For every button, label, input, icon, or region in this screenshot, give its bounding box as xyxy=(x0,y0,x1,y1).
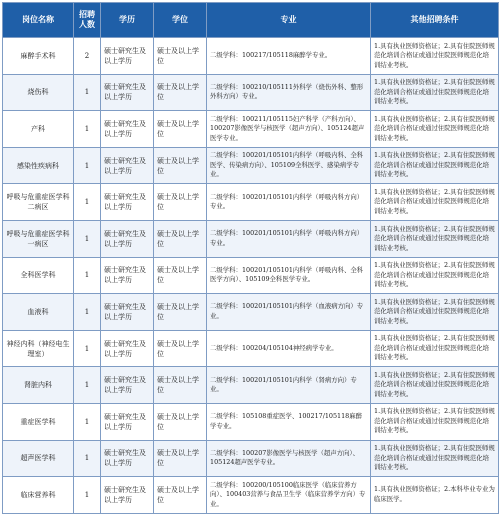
degree-cell: 硕士及以上学位 xyxy=(154,38,207,75)
major-cell: 二级学科：100201/105101内科学（呼吸内科、全科医学、传染病方向）、105109全科医学、感染病学专业。 xyxy=(207,147,371,184)
table-row xyxy=(3,257,499,294)
header-degree: 学位 xyxy=(154,3,207,38)
major-cell: 二级学科：100201/105101内科学（呼吸内科、全科医学方向）、105109全科医学专业。 xyxy=(207,257,371,294)
major-cell: 二级学科：100210/105111外科学（烧伤外科、整形外科方向）专业。 xyxy=(207,74,371,111)
education-cell: 硕士研究生及以上学历 xyxy=(101,38,154,75)
degree-cell: 硕士及以上学位 xyxy=(154,477,207,514)
table-row xyxy=(3,477,499,514)
major-cell: 二级学科：100200/105100临床医学（临床营养方向）、100403营养与食品卫生学（临床营养学方向）专业。 xyxy=(207,477,371,514)
education-cell: 硕士研究生及以上学历 xyxy=(101,330,154,367)
header-count: 招聘人数 xyxy=(74,3,101,38)
major-cell: 二级学科：100201/105101内科学（呼吸内科方向）专业。 xyxy=(207,220,371,257)
other-cell: 1.具有执业医师资格证；2.具有住院医师规范化培训合格证或通过住院医师规范化培训结业考核。 xyxy=(371,294,499,331)
degree-cell: 硕士及以上学位 xyxy=(154,147,207,184)
position-cell: 呼吸与危重症医学科一病区 xyxy=(3,220,74,257)
position-cell: 肾脏内科 xyxy=(3,367,74,404)
major-cell: 二级学科：100204/105104神经病学专业。 xyxy=(207,330,371,367)
other-cell: 1.具有执业医师资格证；2.具有住院医师规范化培训合格证或通过住院医师规范化培训结业考核。 xyxy=(371,147,499,184)
education-cell: 硕士研究生及以上学历 xyxy=(101,367,154,404)
education-cell: 硕士研究生及以上学历 xyxy=(101,184,154,221)
other-cell: 1.具有执业医师资格证；2.具有住院医师规范化培训合格证或通过住院医师规范化培训结业考核。 xyxy=(371,440,499,477)
position-cell: 神经内科（神经电生理室） xyxy=(3,330,74,367)
header-education: 学历 xyxy=(101,3,154,38)
table-row xyxy=(3,330,499,367)
education-cell: 硕士研究生及以上学历 xyxy=(101,440,154,477)
count-cell: 1 xyxy=(74,477,101,514)
position-cell: 感染性疾病科 xyxy=(3,147,74,184)
count-cell: 1 xyxy=(74,147,101,184)
other-cell: 1.具有执业医师资格证；2.具有住院医师规范化培训合格证或通过住院医师规范化培训结业考核。 xyxy=(371,330,499,367)
other-cell: 1.具有执业医师资格证；2.具有住院医师规范化培训合格证或通过住院医师规范化培训结业考核。 xyxy=(371,257,499,294)
major-cell: 二级学科：100207影像医学与核医学（超声方向）、105124超声医学专业。 xyxy=(207,440,371,477)
table-row xyxy=(3,38,499,75)
degree-cell: 硕士及以上学位 xyxy=(154,367,207,404)
education-cell: 硕士研究生及以上学历 xyxy=(101,477,154,514)
education-cell: 硕士研究生及以上学历 xyxy=(101,147,154,184)
recruitment-table xyxy=(2,2,499,514)
degree-cell: 硕士及以上学位 xyxy=(154,294,207,331)
position-cell: 血液科 xyxy=(3,294,74,331)
other-cell: 1.具有执业医师资格证；2.具有住院医师规范化培训合格证或通过住院医师规范化培训结业考核。 xyxy=(371,111,499,148)
table-row xyxy=(3,220,499,257)
education-cell: 硕士研究生及以上学历 xyxy=(101,403,154,440)
major-cell: 二级学科：100201/105101内科学（呼吸内科方向）专业。 xyxy=(207,184,371,221)
position-cell: 烧伤科 xyxy=(3,74,74,111)
table-row xyxy=(3,74,499,111)
degree-cell: 硕士及以上学位 xyxy=(154,257,207,294)
count-cell: 1 xyxy=(74,184,101,221)
other-cell: 1.具有执业医师资格证；2.具有住院医师规范化培训合格证或通过住院医师规范化培训结业考核。 xyxy=(371,184,499,221)
degree-cell: 硕士及以上学位 xyxy=(154,220,207,257)
count-cell: 1 xyxy=(74,111,101,148)
table-header-row xyxy=(3,3,499,38)
degree-cell: 硕士及以上学位 xyxy=(154,74,207,111)
count-cell: 1 xyxy=(74,294,101,331)
degree-cell: 硕士及以上学位 xyxy=(154,111,207,148)
count-cell: 1 xyxy=(74,367,101,404)
major-cell: 二级学科：105108重症医学、100217/105118麻醉学专业。 xyxy=(207,403,371,440)
table-row xyxy=(3,147,499,184)
position-cell: 临床营养科 xyxy=(3,477,74,514)
major-cell: 二级学科：100211/105115妇产科学（产科方向）、100207影像医学与核医学（超声方向）、105124超声医学专业。 xyxy=(207,111,371,148)
position-cell: 全科医学科 xyxy=(3,257,74,294)
education-cell: 硕士研究生及以上学历 xyxy=(101,220,154,257)
position-cell: 呼吸与危重症医学科二病区 xyxy=(3,184,74,221)
position-cell: 麻醉手术科 xyxy=(3,38,74,75)
count-cell: 1 xyxy=(74,220,101,257)
education-cell: 硕士研究生及以上学历 xyxy=(101,294,154,331)
count-cell: 1 xyxy=(74,257,101,294)
other-cell: 1.具有执业医师资格证；2.具有住院医师规范化培训合格证或通过住院医师规范化培训结业考核。 xyxy=(371,367,499,404)
header-other: 其他招聘条件 xyxy=(371,3,499,38)
degree-cell: 硕士及以上学位 xyxy=(154,440,207,477)
recruitment-table-container xyxy=(2,2,498,523)
other-cell: 1.具有执业医师资格证；2.具有住院医师规范化培训合格证或通过住院医师规范化培训结业考核。 xyxy=(371,38,499,75)
other-cell: 1.具有执业医师资格证；2.具有住院医师规范化培训合格证或通过住院医师规范化培训结业考核。 xyxy=(371,403,499,440)
education-cell: 硕士研究生及以上学历 xyxy=(101,257,154,294)
major-cell: 二级学科：100201/105101内科学（肾病方向）专业。 xyxy=(207,367,371,404)
degree-cell: 硕士及以上学位 xyxy=(154,184,207,221)
other-cell: 1.具有执业医师资格证；2.具有住院医师规范化培训合格证或通过住院医师规范化培训结业考核。 xyxy=(371,74,499,111)
education-cell: 硕士研究生及以上学历 xyxy=(101,111,154,148)
count-cell: 1 xyxy=(74,440,101,477)
table-row xyxy=(3,367,499,404)
position-cell: 产科 xyxy=(3,111,74,148)
header-major: 专业 xyxy=(207,3,371,38)
degree-cell: 硕士及以上学位 xyxy=(154,403,207,440)
major-cell: 二级学科：100201/105101内科学（血液病方向）专业。 xyxy=(207,294,371,331)
table-row xyxy=(3,111,499,148)
count-cell: 1 xyxy=(74,330,101,367)
other-cell: 1.具有执业医师资格证；2.本科毕业专业为临床医学。 xyxy=(371,477,499,514)
header-position: 岗位名称 xyxy=(3,3,74,38)
position-cell: 超声医学科 xyxy=(3,440,74,477)
table-row xyxy=(3,440,499,477)
major-cell: 二级学科：100217/105118麻醉学专业。 xyxy=(207,38,371,75)
education-cell: 硕士研究生及以上学历 xyxy=(101,74,154,111)
other-cell: 1.具有执业医师资格证；2.具有住院医师规范化培训合格证或通过住院医师规范化培训结业考核。 xyxy=(371,220,499,257)
count-cell: 1 xyxy=(74,403,101,440)
degree-cell: 硕士及以上学位 xyxy=(154,330,207,367)
table-row xyxy=(3,403,499,440)
table-row xyxy=(3,184,499,221)
count-cell: 1 xyxy=(74,74,101,111)
table-row xyxy=(3,294,499,331)
position-cell: 重症医学科 xyxy=(3,403,74,440)
count-cell: 2 xyxy=(74,38,101,75)
